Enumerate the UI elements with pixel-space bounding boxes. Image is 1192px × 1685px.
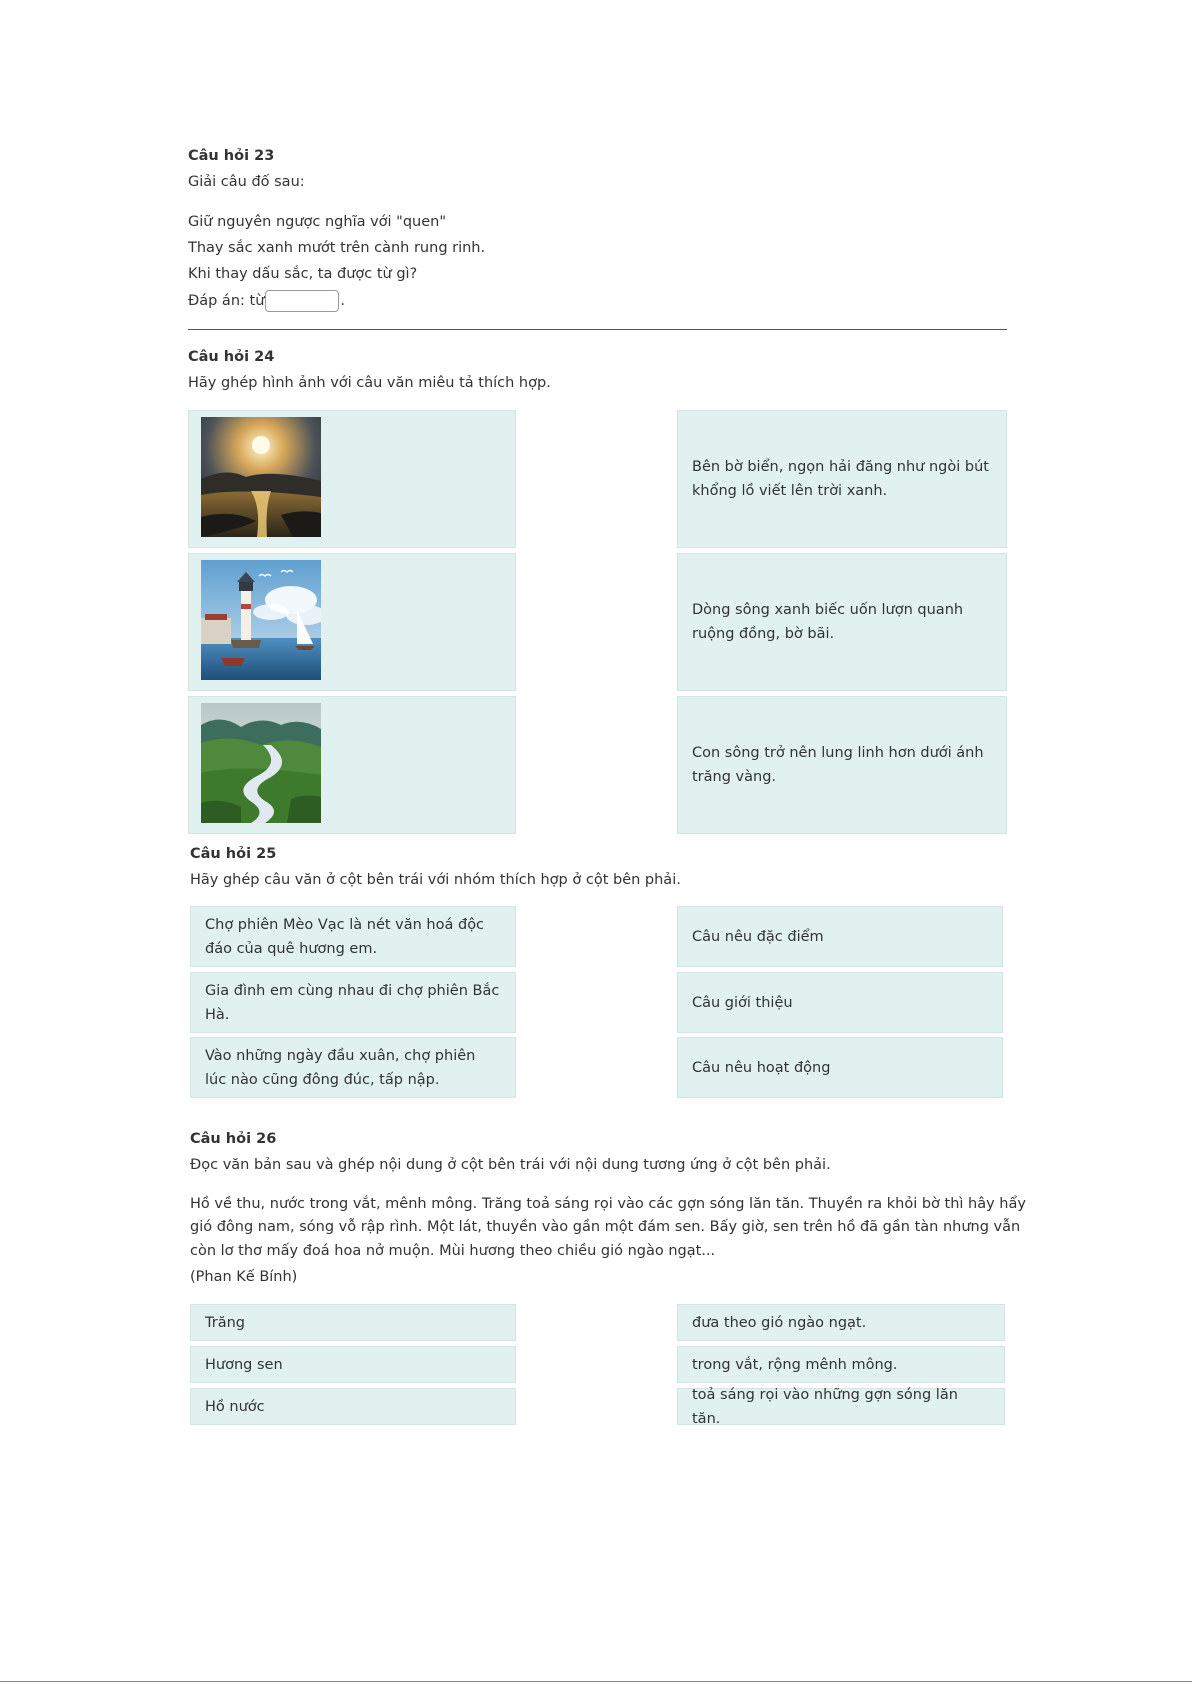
q26-left-card-1[interactable]: Trăng [190,1304,516,1341]
q25-left-card-1[interactable]: Chợ phiên Mèo Vạc là nét văn hoá độc đáo của quê hương em. [190,906,516,967]
q23-riddle-line-2: Thay sắc xanh mướt trên cành rung rinh. [188,240,486,256]
q23-answer-row [188,290,345,312]
q26-passage-line-1: Hồ về thu, nước trong vắt, mênh mông. Trăng toả sáng rọi vào các gợn sóng lăn tăn. Thuyền ra khỏi bờ thì hây hẩy [190,1196,1026,1212]
q26-left-card-2[interactable]: Hương sen [190,1346,516,1383]
q23-answer-prefix: Đáp án: từ [188,293,265,309]
q26-left-card-3[interactable]: Hồ nước [190,1388,516,1425]
q26-right-card-3[interactable]: toả sáng rọi vào những gợn sóng lăn tăn. [677,1388,1005,1425]
q23-answer-suffix: . [340,293,345,309]
q23-riddle-line-1: Giữ nguyên ngược nghĩa với "quen" [188,214,447,230]
moonlit-river-image [201,417,321,537]
page-bottom-rule [0,1681,1192,1682]
green-river-valley-image [201,703,321,823]
section-divider [188,329,1007,330]
q24-instruction: Hãy ghép hình ảnh với câu văn miêu tả thích hợp. [188,375,551,391]
q24-title: Câu hỏi 24 [188,349,275,365]
q24-description-card-1[interactable]: Bên bờ biển, ngọn hải đăng như ngòi bút khổng lồ viết lên trời xanh. [677,410,1007,548]
q24-description-card-3[interactable]: Con sông trở nên lung linh hơn dưới ánh trăng vàng. [677,696,1007,834]
q23-answer-input[interactable] [265,290,339,312]
q24-image-card-1[interactable] [188,410,516,548]
q26-right-card-1[interactable]: đưa theo gió ngào ngạt. [677,1304,1005,1341]
q23-title: Câu hỏi 23 [188,148,275,164]
q23-instruction: Giải câu đố sau: [188,174,305,190]
q24-image-card-2[interactable] [188,553,516,691]
q25-right-card-2[interactable]: Câu giới thiệu [677,972,1003,1033]
q26-right-card-2[interactable]: trong vắt, rộng mênh mông. [677,1346,1005,1383]
lighthouse-sea-image [201,560,321,680]
q23-riddle-line-3: Khi thay dấu sắc, ta được từ gì? [188,266,418,282]
q25-left-card-2[interactable]: Gia đình em cùng nhau đi chợ phiên Bắc Hà. [190,972,516,1033]
q24-image-card-3[interactable] [188,696,516,834]
q26-passage-line-2: gió đông nam, sóng vỗ rập rình. Một lát, thuyền vào gần một đám sen. Bấy giờ, sen trên hồ đã gần tàn nhưng vẫn [190,1219,1021,1235]
q26-passage-line-3: còn lơ thơ mấy đoá hoa nở muộn. Mùi hương theo chiều gió ngào ngạt... [190,1243,716,1259]
q25-right-card-3[interactable]: Câu nêu hoạt động [677,1037,1003,1098]
q25-title: Câu hỏi 25 [190,846,277,862]
q26-instruction: Đọc văn bản sau và ghép nội dung ở cột bên trái với nội dung tương ứng ở cột bên phải. [190,1157,831,1173]
q25-instruction: Hãy ghép câu văn ở cột bên trái với nhóm thích hợp ở cột bên phải. [190,872,681,888]
q26-author: (Phan Kế Bính) [190,1269,298,1285]
q26-title: Câu hỏi 26 [190,1131,277,1147]
q24-description-card-2[interactable]: Dòng sông xanh biếc uốn lượn quanh ruộng đồng, bờ bãi. [677,553,1007,691]
q25-right-card-1[interactable]: Câu nêu đặc điểm [677,906,1003,967]
q25-left-card-3[interactable]: Vào những ngày đầu xuân, chợ phiên lúc nào cũng đông đúc, tấp nập. [190,1037,516,1098]
